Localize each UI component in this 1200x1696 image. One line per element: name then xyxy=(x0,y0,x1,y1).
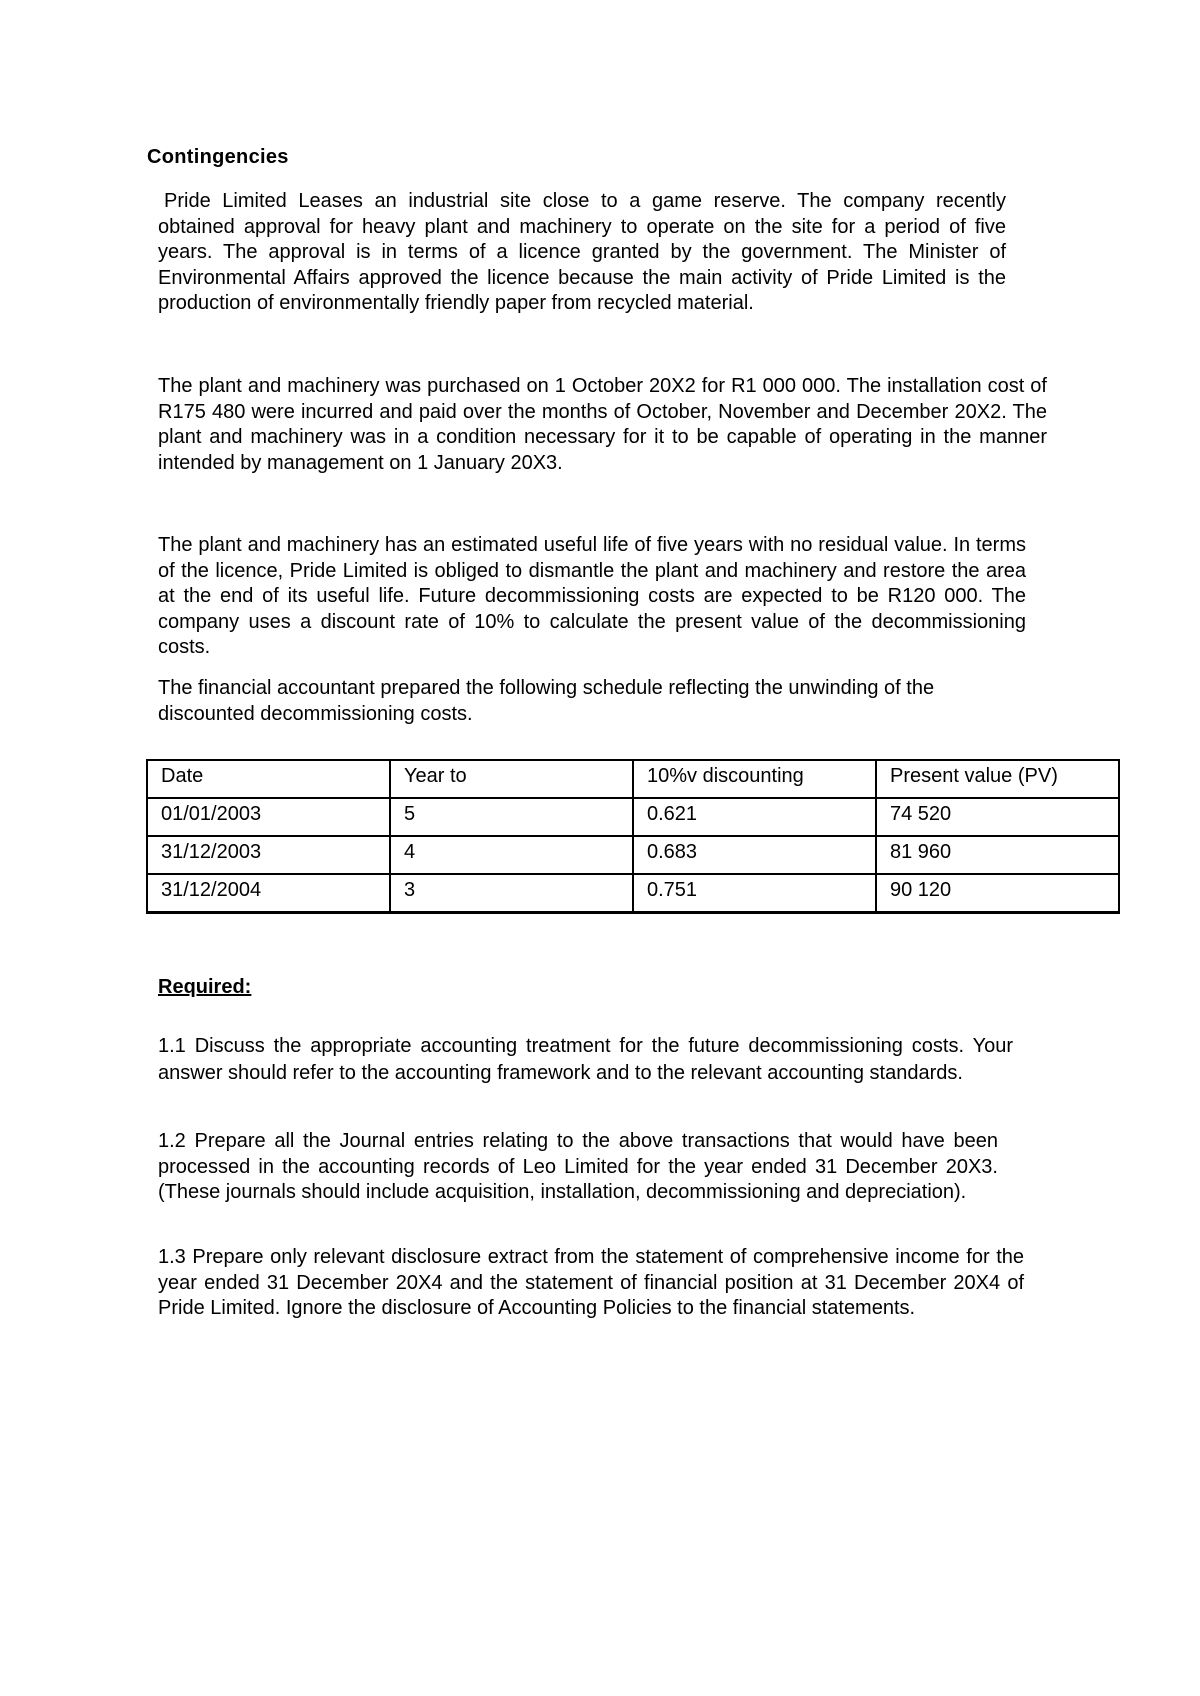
cell-year-to: 3 xyxy=(390,874,633,912)
cell-date: 01/01/2003 xyxy=(147,798,390,836)
question-1-3: 1.3 Prepare only relevant disclosure extract from the statement of comprehensive income for the year ended 31 December 20X4 and the statement of financial position at 31 December 20X4 of Pride Limited. Ignore the disclosure of Accounting Policies to the financial statements. xyxy=(158,1246,1024,1320)
table-row xyxy=(147,798,1119,836)
section-heading: Contingencies xyxy=(147,146,289,168)
paragraph-purchase: The plant and machinery was purchased on 1 October 20X2 for R1 000 000. The installation cost of R175 480 were incurred and paid over the months of October, November and December 20X2. The plant and machinery was in a condition necessary for it to be capable of operating in the manner intended by management on 1 January 20X3. xyxy=(158,375,1047,474)
cell-discounting: 0.621 xyxy=(633,798,876,836)
cell-year-to: 4 xyxy=(390,836,633,874)
question-1-1: 1.1 Discuss the appropriate accounting treatment for the future decommissioning costs. Your answer should refer to the accounting framework and to the relevant accounting standards. xyxy=(158,1035,1013,1084)
header-year-to: Year to xyxy=(390,760,633,798)
unwinding-schedule-table xyxy=(146,759,1120,914)
paragraph-useful-life: The plant and machinery has an estimated useful life of five years with no residual value. In terms of the licence, Pride Limited is obliged to dismantle the plant and machinery and restore the area at the end of its useful life. Future decommissioning costs are expected to be R120 000. The company uses a discount rate of 10% to calculate the present value of the decommissioning costs. xyxy=(158,534,1026,659)
cell-present-value: 90 120 xyxy=(876,874,1119,912)
cell-year-to: 5 xyxy=(390,798,633,836)
question-1-2: 1.2 Prepare all the Journal entries relating to the above transactions that would have been processed in the accounting records of Leo Limited for the year ended 31 December 20X3. (These journals should include acquisition, installation, decommissioning and depreciation). xyxy=(158,1130,998,1204)
cell-discounting: 0.683 xyxy=(633,836,876,874)
cell-present-value: 74 520 xyxy=(876,798,1119,836)
paragraph-schedule-intro: The financial accountant prepared the following schedule reflecting the unwinding of the discounted decommissioning costs. xyxy=(158,677,935,725)
header-present-value: Present value (PV) xyxy=(876,760,1119,798)
table-row xyxy=(147,874,1119,912)
paragraph-site-licence: Pride Limited Leases an industrial site close to a game reserve. The company recently obtained approval for heavy plant and machinery to operate on the site for a period of five years. The approval is in terms of a licence granted by the government. The Minister of Environmental Affairs approved the licence because the main activity of Pride Limited is the production of environmentally friendly paper from recycled material. xyxy=(158,190,1006,315)
header-discounting: 10%v discounting xyxy=(633,760,876,798)
table-row xyxy=(147,836,1119,874)
cell-present-value: 81 960 xyxy=(876,836,1119,874)
table-header-row xyxy=(147,760,1119,798)
cell-date: 31/12/2004 xyxy=(147,874,390,912)
required-heading: Required: xyxy=(158,976,252,998)
header-date: Date xyxy=(147,760,390,798)
cell-discounting: 0.751 xyxy=(633,874,876,912)
cell-date: 31/12/2003 xyxy=(147,836,390,874)
